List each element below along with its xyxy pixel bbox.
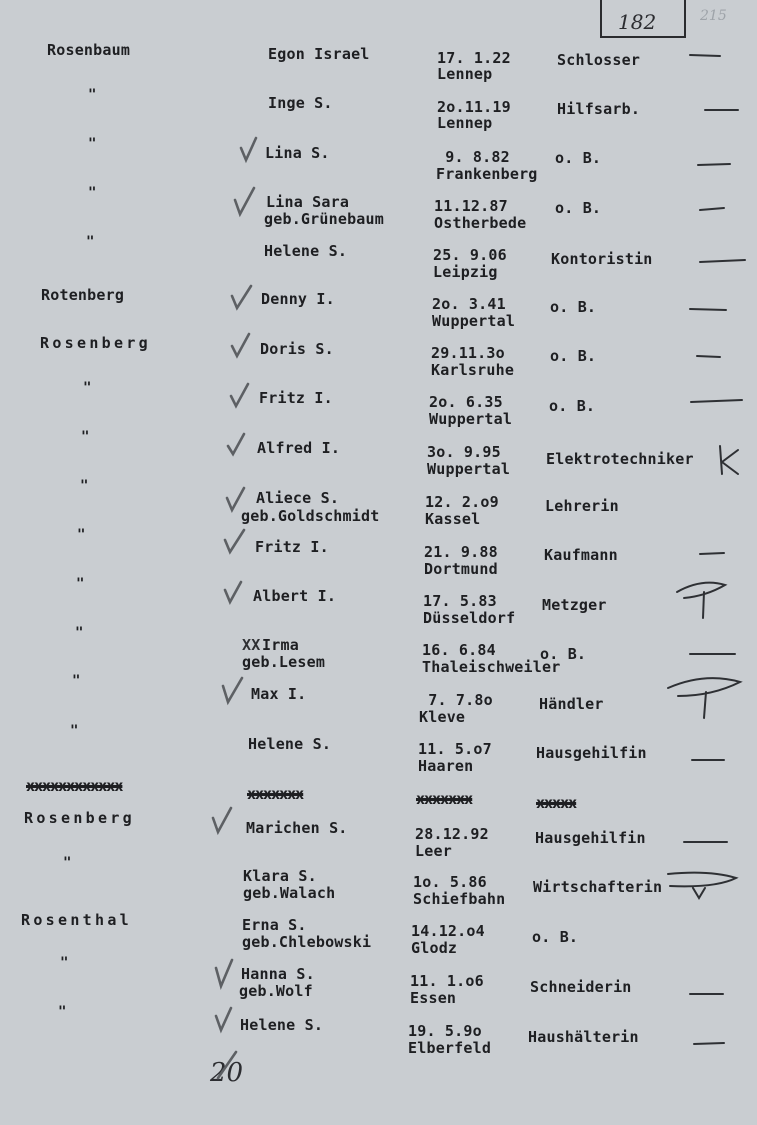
birth-place: Frankenberg [436, 165, 538, 183]
occupation: o. B. [540, 645, 587, 663]
given-name: Aliece S. [256, 489, 340, 507]
birth-date: 2o. 3.41 [432, 295, 506, 313]
birth-date: 11.12.87 [434, 197, 508, 215]
given-name: Helene S. [240, 1016, 324, 1034]
surname: Rosenthal [21, 911, 132, 929]
ditto-mark: " [80, 478, 89, 494]
occupation: Schlosser [557, 51, 641, 69]
birth-place: Düsseldorf [423, 609, 516, 627]
given-name: Erna S. [242, 916, 307, 934]
faint-page-number: 215 [700, 8, 727, 24]
occupation: o. B. [549, 397, 596, 415]
birth-place: Dortmund [424, 560, 498, 578]
maiden-name: geb.Lesem [242, 653, 326, 671]
given-name: Albert I. [253, 587, 337, 605]
birth-place: Ostherbede [434, 214, 527, 232]
birth-date: 25. 9.06 [433, 246, 507, 264]
check-mark-icon [232, 334, 249, 356]
ditto-mark: " [88, 87, 97, 103]
birth-place: Leer [415, 842, 452, 860]
occupation: o. B. [550, 298, 597, 316]
crossed-occupation: xxxxx [536, 794, 577, 812]
birth-place: Wuppertal [427, 460, 511, 478]
given-name: Marichen S. [246, 819, 348, 837]
ditto-mark: " [75, 625, 84, 641]
page-number: 182 [618, 10, 657, 34]
check-mark-icon [241, 138, 256, 160]
surname: Rosenbaum [47, 41, 131, 59]
given-name: Inge S. [268, 94, 333, 112]
ditto-mark: " [88, 136, 97, 152]
birth-date: 9. 8.82 [436, 148, 510, 166]
dash-mark-icon [694, 1043, 724, 1044]
occupation: Haushälterin [528, 1028, 639, 1046]
check-mark-icon [223, 678, 242, 702]
handwritten-total: 20 [210, 1058, 244, 1088]
occupation: o. B. [532, 928, 579, 946]
birth-place: Glodz [411, 939, 458, 957]
dash-mark-icon [697, 356, 720, 357]
birth-place: Kleve [419, 708, 466, 726]
birth-date: 1o. 5.86 [413, 873, 487, 891]
r-mark-icon [668, 678, 740, 718]
given-name: Doris S. [260, 340, 334, 358]
birth-place: Haaren [418, 757, 474, 775]
birth-date: 17. 5.83 [423, 592, 497, 610]
ditto-mark: " [70, 723, 79, 739]
struck-prefix: XX [242, 636, 261, 654]
dash-mark-icon [700, 208, 724, 210]
r-mark-icon [677, 583, 725, 618]
ditto-mark: " [76, 576, 85, 592]
birth-place: Wuppertal [429, 410, 513, 428]
check-mark-icon [216, 1008, 231, 1030]
surname: Rotenberg [41, 286, 125, 304]
crossed-given-name: xxxxxxx [247, 785, 304, 803]
occupation: Hausgehilfin [536, 744, 647, 762]
occupation: Wirtschafterin [533, 878, 663, 896]
birth-date: 2o.11.19 [437, 98, 511, 116]
check-mark-icon [216, 960, 232, 986]
birth-date: 12. 2.o9 [425, 493, 499, 511]
ditto-mark: " [83, 380, 92, 396]
crossed-surname: xxxxxxxxxxxx [26, 777, 123, 795]
given-name: Lina Sara [266, 193, 350, 211]
occupation: o. B. [555, 199, 602, 217]
check-mark-icon [228, 434, 244, 454]
crossed-date: xxxxxxx [416, 790, 473, 808]
check-mark-icon [227, 488, 244, 510]
dash-mark-icon [691, 400, 742, 402]
given-name: Hanna S. [241, 965, 315, 983]
occupation: o. B. [550, 347, 597, 365]
birth-date: 29.11.3o [431, 344, 505, 362]
maiden-name: geb.Goldschmidt [241, 507, 380, 525]
given-name: Irma [262, 636, 299, 654]
birth-date: 11. 1.o6 [410, 972, 484, 990]
given-name: Fritz I. [255, 538, 329, 556]
occupation: Hausgehilfin [535, 829, 646, 847]
occupation: Kontoristin [551, 250, 653, 268]
ditto-mark: " [77, 527, 86, 543]
given-name: Fritz I. [259, 389, 333, 407]
maiden-name: geb.Wolf [239, 982, 313, 1000]
occupation: Schneiderin [530, 978, 632, 996]
birth-place: Wuppertal [432, 312, 516, 330]
check-mark-icon [213, 808, 231, 832]
birth-date: 19. 5.9o [408, 1022, 482, 1040]
birth-place: Lennep [437, 65, 493, 83]
given-name: Lina S. [265, 144, 330, 162]
birth-place: Lennep [437, 114, 493, 132]
occupation: Elektrotechniker [546, 450, 694, 468]
ditto-mark: " [86, 234, 95, 250]
given-name: Egon Israel [268, 45, 370, 63]
ditto-mark: " [60, 955, 69, 971]
check-mark-icon [231, 384, 248, 406]
birth-place: Kassel [425, 510, 481, 528]
v-mark-icon [668, 873, 736, 898]
birth-date: 2o. 6.35 [429, 393, 503, 411]
maiden-name: geb.Chlebowski [242, 933, 372, 951]
birth-place: Leipzig [433, 263, 498, 281]
check-mark-icon [235, 188, 254, 214]
birth-date: 28.12.92 [415, 825, 489, 843]
bracket-icon [218, 1052, 236, 1078]
birth-date: 14.12.o4 [411, 922, 485, 940]
check-mark-icon [225, 582, 241, 602]
birth-date: 7. 7.8o [419, 691, 493, 709]
occupation: o. B. [555, 149, 602, 167]
occupation: Metzger [542, 596, 607, 614]
birth-date: 21. 9.88 [424, 543, 498, 561]
dash-mark-icon [690, 55, 720, 56]
ditto-mark: " [63, 855, 72, 871]
birth-place: Thaleischweiler [422, 658, 561, 676]
birth-place: Essen [410, 989, 457, 1007]
ditto-mark: " [72, 673, 81, 689]
occupation: Kaufmann [544, 546, 618, 564]
birth-place: Karlsruhe [431, 361, 515, 379]
check-mark-icon [232, 286, 251, 308]
birth-date: 16. 6.84 [422, 641, 496, 659]
dash-mark-icon [690, 309, 726, 310]
surname: Rosenberg [40, 334, 151, 352]
dash-mark-icon [698, 164, 730, 165]
given-name: Klara S. [243, 867, 317, 885]
given-name: Denny I. [261, 290, 335, 308]
ditto-mark: " [88, 185, 97, 201]
occupation: Hilfsarb. [557, 100, 641, 118]
birth-date: 11. 5.o7 [418, 740, 492, 758]
k-mark-icon [720, 446, 738, 474]
surname: Rosenberg [24, 809, 135, 827]
given-name: Max I. [251, 685, 307, 703]
birth-place: Schiefbahn [413, 890, 506, 908]
ditto-mark: " [58, 1004, 67, 1020]
dash-mark-icon [700, 553, 724, 554]
maiden-name: geb.Grünebaum [264, 210, 384, 228]
occupation: Lehrerin [545, 497, 619, 515]
birth-place: Elberfeld [408, 1039, 492, 1057]
birth-date: 17. 1.22 [437, 49, 511, 67]
maiden-name: geb.Walach [243, 884, 336, 902]
given-name: Helene S. [264, 242, 348, 260]
dash-mark-icon [700, 260, 745, 262]
birth-date: 3o. 9.95 [427, 443, 501, 461]
occupation: Händler [539, 695, 604, 713]
check-mark-icon [225, 530, 244, 552]
given-name: Alfred I. [257, 439, 341, 457]
given-name: Helene S. [248, 735, 332, 753]
ditto-mark: " [81, 429, 90, 445]
